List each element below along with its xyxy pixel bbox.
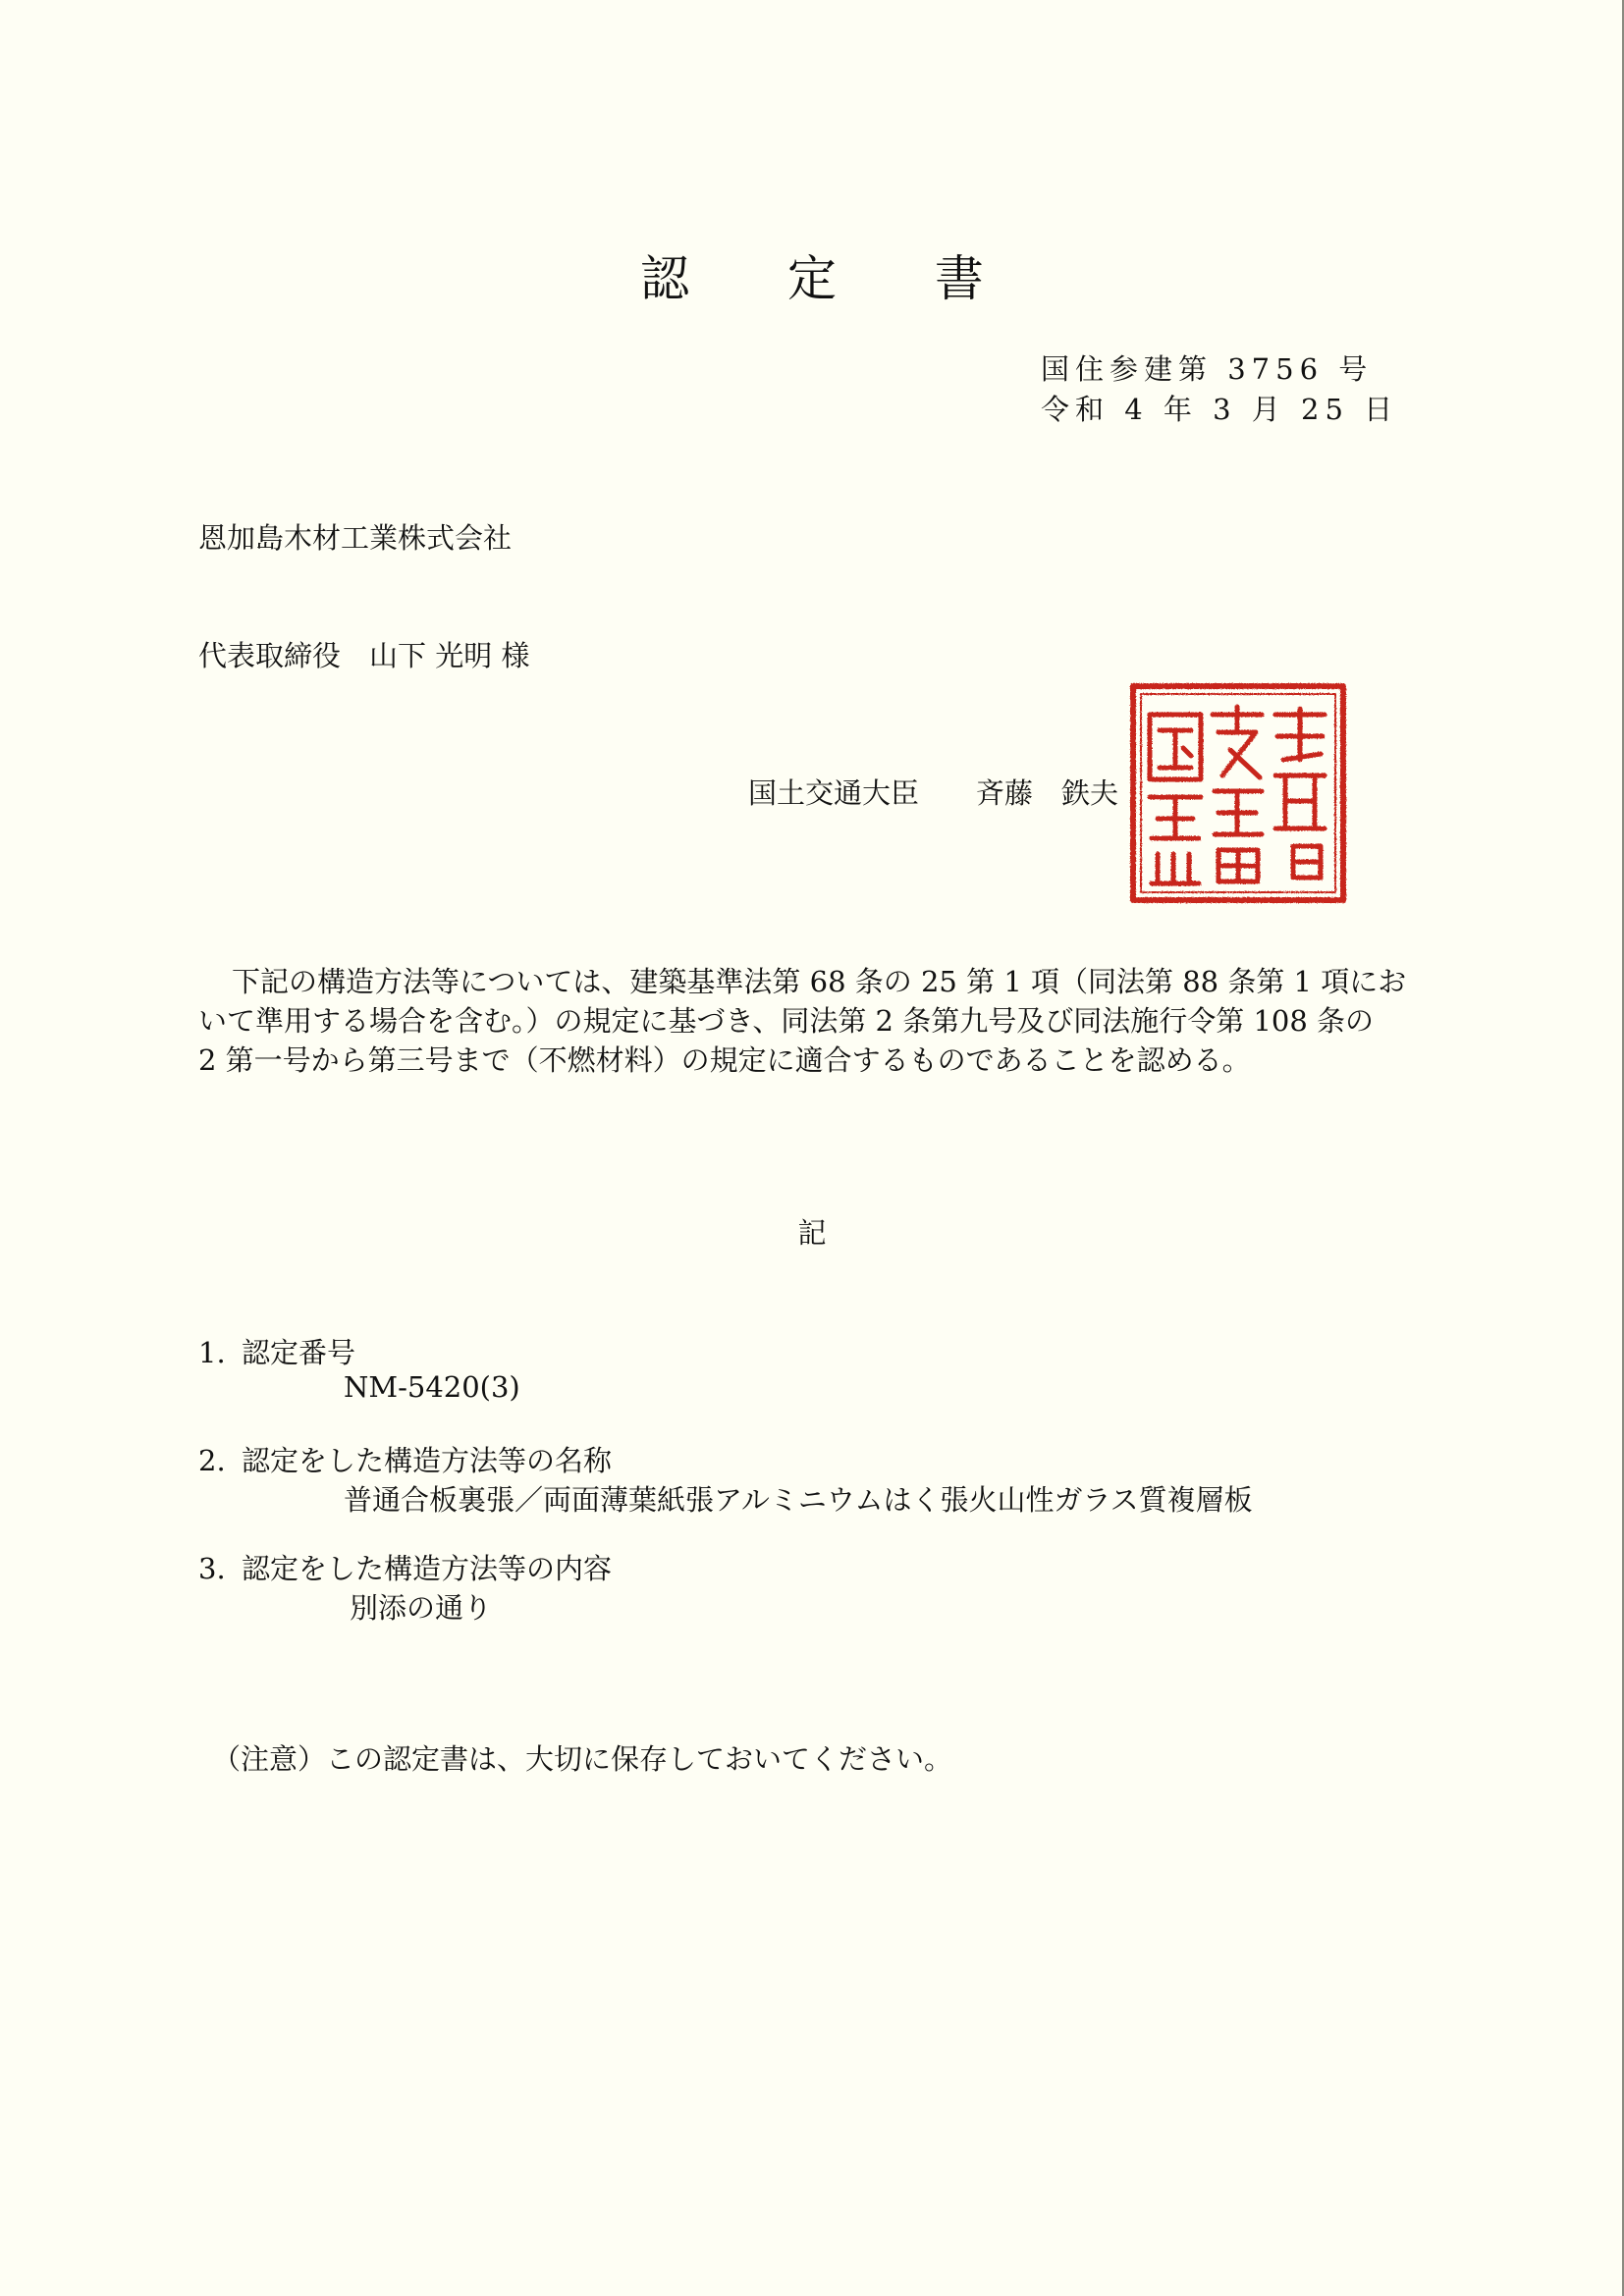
recipient-company: 恩加島木材工業株式会社 (198, 521, 513, 555)
body-line: いて準用する場合を含む。）の規定に基づき、同法第 2 条第九号及び同法施行令第 108 条の (198, 1004, 1375, 1038)
item-number: 3. (198, 1552, 226, 1585)
official-seal-icon (1128, 681, 1348, 905)
seal-glyphs (1133, 686, 1343, 900)
item-label: 認定をした構造方法等の名称 (242, 1444, 613, 1477)
item-label: 認定番号 (242, 1336, 356, 1369)
reference-block (1041, 349, 1398, 430)
issuer-line: 国土交通大臣 斉藤 鉄夫 (748, 776, 1119, 810)
item-2-value: 普通合板裏張／両面薄葉紙張アルミニウムはく張火山性ガラス質複層板 (344, 1483, 1253, 1517)
recipient-block (198, 440, 529, 715)
ki-label: 記 (797, 1216, 827, 1250)
item-2 (198, 1439, 612, 1479)
caution-note: （注意）この認定書は、大切に保存しておいてください。 (212, 1742, 953, 1776)
item-3-value: 別添の通り (350, 1591, 493, 1625)
issue-date: 令和 4 年 3 月 25 日 (1041, 393, 1399, 426)
document-title: 認 定 書 (640, 250, 1025, 307)
reference-number: 国住参建第 3756 号 (1041, 352, 1374, 386)
item-1-value: NM-5420(3) (344, 1370, 520, 1404)
item-number: 1. (198, 1336, 226, 1369)
item-3 (198, 1547, 612, 1587)
body-line: 2 第一号から第三号まで（不燃材料）の規定に適合するものであることを認める。 (198, 1043, 1251, 1077)
recipient-representative: 代表取締役 山下 光明 様 (198, 639, 530, 672)
item-number: 2. (198, 1444, 226, 1477)
body-line: 下記の構造方法等については、建築基準法第 68 条の 25 第 1 項（同法第 88 条第 1 項にお (232, 965, 1407, 998)
item-label: 認定をした構造方法等の内容 (242, 1552, 613, 1585)
certification-text (198, 962, 1435, 1080)
item-1 (198, 1331, 355, 1371)
